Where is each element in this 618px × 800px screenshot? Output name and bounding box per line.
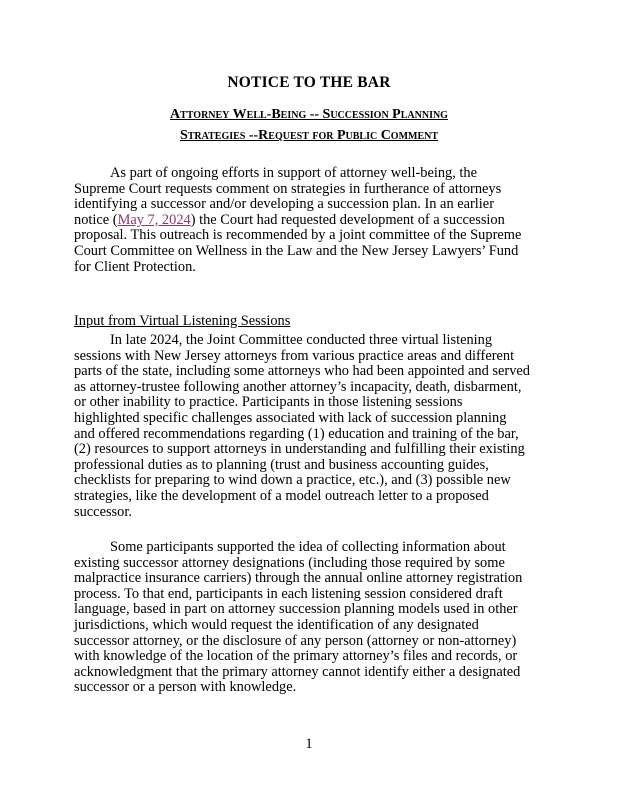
paragraph-line: malpractice insurance carriers) through the annual online attorney registration bbox=[74, 570, 523, 587]
paragraph-line: strategies, like the development of a model outreach letter to a proposed bbox=[74, 487, 489, 504]
paragraph-line: successor. bbox=[74, 503, 132, 520]
paragraph-line: Supreme Court requests comment on strategies in furtherance of attorneys bbox=[74, 180, 502, 197]
paragraph-line: jurisdictions, which would request the identification of any designated bbox=[74, 616, 479, 633]
paragraph-line: successor attorney, or the disclosure of any person (attorney or non-attorney) bbox=[74, 632, 517, 649]
paragraph-line: language, based in part on attorney succession planning models used in other bbox=[74, 601, 518, 618]
paragraph-line: Court Committee on Wellness in the Law and the New Jersey Lawyers’ Fund bbox=[74, 242, 519, 259]
paragraph-line: identifying a successor and/or developing a succession plan. In an earlier bbox=[74, 196, 494, 213]
paragraph-line: sessions with New Jersey attorneys from various practice areas and different bbox=[74, 347, 515, 364]
paragraph-line: and offered recommendations regarding (1) education and training of the bar, bbox=[74, 425, 519, 442]
page-subtitle bbox=[0, 104, 618, 146]
paragraph-line: existing successor attorney designations (including those required by some bbox=[74, 554, 505, 571]
subtitle-line-1: Attorney Well-Being -- Succession Planning bbox=[170, 107, 448, 122]
section-heading: Input from Virtual Listening Sessions bbox=[74, 313, 291, 329]
paragraph-line: In late 2024, the Joint Committee conducted three virtual listening bbox=[110, 332, 493, 348]
paragraph-intro bbox=[74, 166, 550, 275]
paragraph-line: the Court had requested development of a succession bbox=[199, 211, 505, 228]
paragraph-listening-sessions bbox=[74, 333, 550, 520]
link-suffix: ) bbox=[190, 211, 200, 228]
page-title: NOTICE TO THE BAR bbox=[227, 74, 391, 91]
paragraph-line: checklists for preparing to wind down a practice, etc.), and (3) possible new bbox=[74, 472, 511, 489]
link-prefix: notice ( bbox=[74, 211, 118, 228]
paragraph-line: As part of ongoing efforts in support of attorney well-being, the bbox=[110, 165, 478, 181]
paragraph-line: successor or a person with knowledge. bbox=[74, 679, 297, 696]
page-number: 1 bbox=[305, 736, 313, 752]
paragraph-line-with-link bbox=[74, 213, 550, 229]
paragraph-line: process. To that end, participants in each listening session considered draft bbox=[74, 585, 503, 602]
paragraph-line: Some participants supported the idea of collecting information about bbox=[110, 539, 506, 555]
subtitle-line-2: Strategies --Request for Public Comment bbox=[179, 128, 439, 143]
paragraph-line: parts of the state, including some attorneys who had been appointed and served bbox=[74, 363, 530, 380]
paragraph-line: (2) resources to support attorneys in understanding and fulfilling their existing bbox=[74, 441, 525, 458]
paragraph-participants bbox=[74, 540, 550, 696]
notice-date-link[interactable]: May 7, 2024 bbox=[117, 211, 191, 228]
paragraph-line: highlighted specific challenges associated with lack of succession planning bbox=[74, 409, 507, 426]
paragraph-line: proposal. This outreach is recommended by a joint committee of the Supreme bbox=[74, 227, 522, 244]
paragraph-line: professional duties as to planning (trust and business accounting guides, bbox=[74, 456, 489, 473]
paragraph-line: for Client Protection. bbox=[74, 258, 196, 275]
paragraph-line: as attorney-trustee following another attorney’s incapacity, death, disbarment, bbox=[74, 378, 522, 395]
paragraph-line: or other inability to practice. Participants in those listening sessions bbox=[74, 394, 463, 411]
paragraph-line: with knowledge of the location of the primary attorney’s files and records, or bbox=[74, 648, 518, 665]
paragraph-line: acknowledgment that the primary attorney cannot identify either a designated bbox=[74, 663, 521, 680]
